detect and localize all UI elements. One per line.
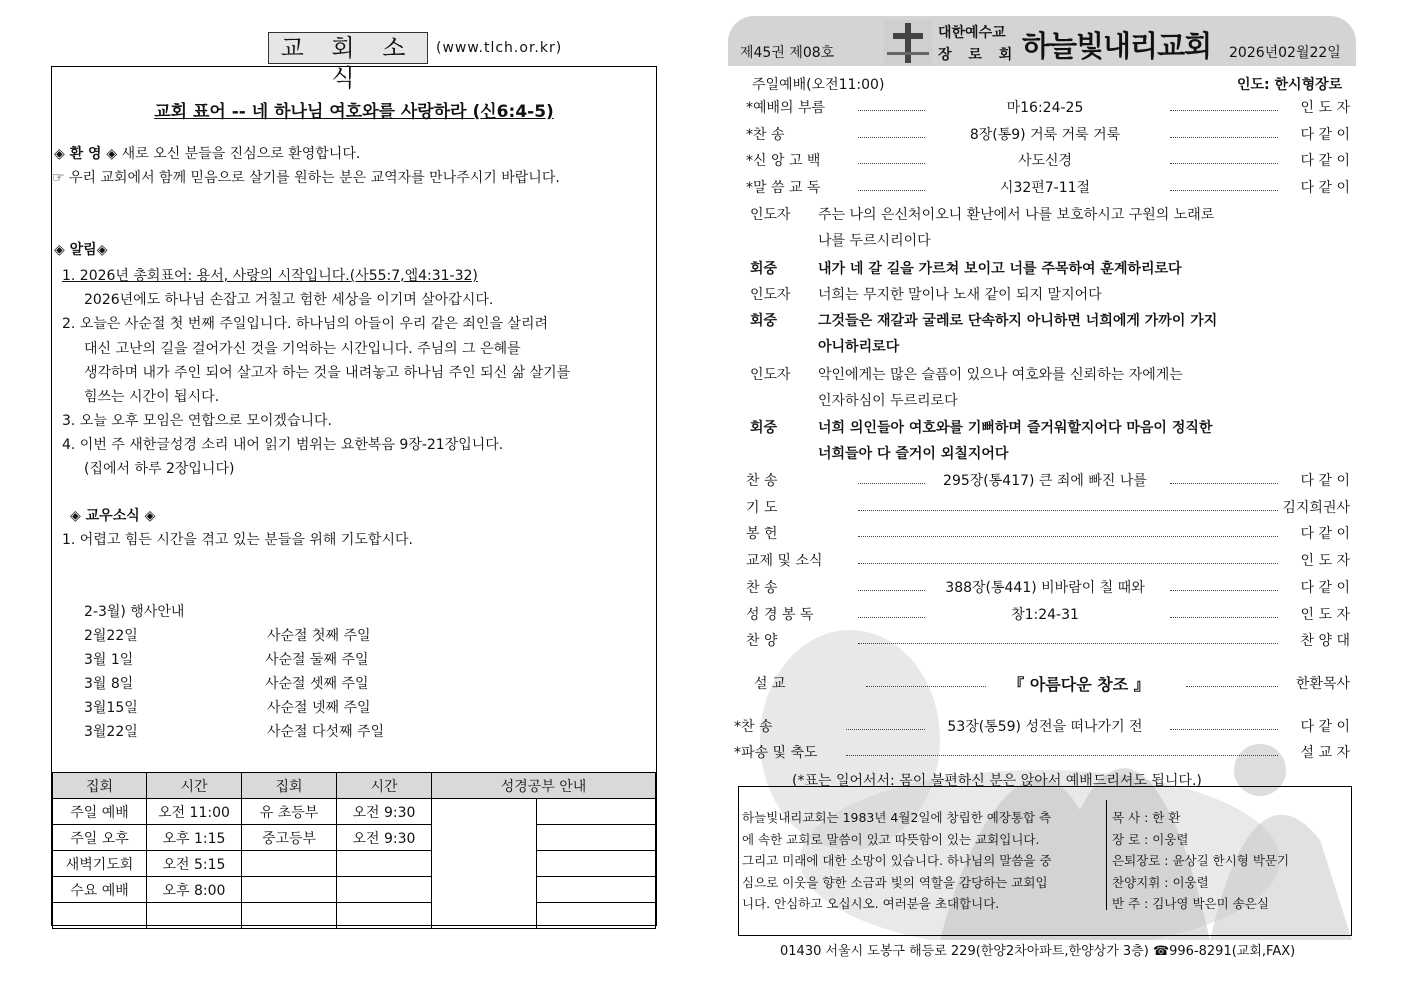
table-cell bbox=[53, 903, 147, 929]
table-cell: 주일 예배 bbox=[53, 799, 147, 825]
table-cell: 수요 예배 bbox=[53, 877, 147, 903]
dotted-leader bbox=[1170, 617, 1278, 618]
order-item-content: 295장(통417) 큰 죄에 빠진 나를 bbox=[943, 473, 1147, 489]
events-title: 2-3월) 행사안내 bbox=[84, 604, 185, 620]
notice-line: 대신 고난의 길을 걸어가신 것을 기억하는 시간입니다. 주님의 그 은혜를 bbox=[84, 341, 521, 357]
sermon-preacher: 한환목사 bbox=[1295, 676, 1350, 692]
staff-line: 반 주 : 김나영 박은미 송은실 bbox=[1112, 896, 1269, 911]
bible-study-cell bbox=[537, 799, 656, 825]
welcome-line-2: ☞ 우리 교회에서 함께 믿음으로 살기를 원하는 분은 교역자를 만나주시기 바랍니다. bbox=[52, 170, 560, 186]
dotted-leader bbox=[1170, 190, 1278, 191]
table-cell: 오전 9:30 bbox=[337, 825, 432, 851]
order-item-content: 마16:24-25 bbox=[1006, 100, 1084, 116]
responsive-text: 아니하리로다 bbox=[818, 339, 900, 355]
table-cell: 중고등부 bbox=[242, 825, 337, 851]
dotted-leader bbox=[858, 137, 925, 138]
order-item-person: 설 교 자 bbox=[1300, 745, 1350, 761]
order-item-name: *찬 송 bbox=[734, 719, 773, 735]
responsive-text: 주는 나의 은신처이오니 환난에서 나를 보호하시고 구원의 노래로 bbox=[818, 207, 1215, 223]
responsive-text: 너희들아 다 즐거이 외칠지어다 bbox=[818, 446, 1009, 462]
bible-study-cell bbox=[537, 825, 656, 851]
table-cell: 유 초등부 bbox=[242, 799, 337, 825]
bible-study-cell bbox=[432, 799, 537, 929]
order-item-name: 찬 양 bbox=[746, 633, 778, 650]
dotted-leader bbox=[1170, 483, 1278, 484]
event-name: 사순절 둘째 주일 bbox=[265, 652, 369, 668]
event-name: 사순절 셋째 주일 bbox=[265, 676, 369, 692]
order-item-name: 찬 송 bbox=[746, 579, 778, 596]
info-divider bbox=[1106, 800, 1107, 910]
order-item-name: *말 씀 교 독 bbox=[746, 179, 821, 196]
order-item-person: 인 도 자 bbox=[1300, 606, 1350, 623]
staff-line: 목 사 : 한 환 bbox=[1112, 810, 1181, 825]
table-row bbox=[53, 851, 656, 877]
event-name: 사순절 넷째 주일 bbox=[267, 700, 371, 716]
table-header-row bbox=[53, 773, 656, 799]
order-item-person: 다 같 이 bbox=[1300, 126, 1350, 143]
cross-logo-icon bbox=[884, 20, 932, 66]
responsive-speaker: 인도자 bbox=[750, 287, 791, 303]
responsive-speaker: 회중 bbox=[750, 261, 778, 277]
church-intro-line: 하늘빛내리교회는 1983년 4월2일에 창립한 예장통합 측 bbox=[742, 810, 1052, 825]
responsive-text: 너희는 무지한 말이나 노새 같이 되지 말지어다 bbox=[818, 287, 1102, 303]
welcome-line bbox=[54, 143, 360, 163]
church-name: 하늘빛내리교회 bbox=[1022, 29, 1212, 63]
volume-number: 제45권 제08호 bbox=[740, 45, 835, 61]
dotted-leader bbox=[858, 110, 925, 111]
dotted-leader bbox=[858, 563, 1278, 564]
table-cell: 오전 9:30 bbox=[337, 799, 432, 825]
responsive-text: 그것들은 재갈과 굴레로 단속하지 아니하면 너희에게 가까이 가지 bbox=[818, 313, 1218, 329]
dotted-leader bbox=[1170, 137, 1278, 138]
notice-line: 1. 2026년 총회표어: 용서, 사랑의 시작입니다.(사55:7,엡4:31-32) bbox=[62, 268, 478, 284]
order-item-person: 인 도 자 bbox=[1300, 553, 1350, 570]
table-cell bbox=[147, 903, 242, 929]
bulletin-date: 2026년02월22일 bbox=[1229, 45, 1341, 61]
order-item-person: 다 같 이 bbox=[1300, 179, 1350, 196]
responsive-text: 악인에게는 많은 슬픔이 있으나 여호와를 신뢰하는 자에게는 bbox=[818, 367, 1183, 383]
welcome-text: 새로 오신 분들을 진심으로 환영합니다. bbox=[117, 146, 361, 162]
welcome-heading: ◈ 환 영 ◈ bbox=[54, 146, 118, 162]
notice-line: 2. 오늘은 사순절 첫 번째 주일입니다. 하나님의 아들이 우리 같은 죄인을 살리려 bbox=[62, 316, 549, 332]
order-item-person: 다 같 이 bbox=[1300, 153, 1350, 169]
table-cell: 오후 1:15 bbox=[147, 825, 242, 851]
service-leader: 인도: 한시형장로 bbox=[1237, 77, 1343, 93]
table-row bbox=[53, 799, 656, 825]
news-box bbox=[51, 66, 657, 926]
bible-study-cell bbox=[537, 877, 656, 903]
denomination-2: 장 로 회 bbox=[938, 47, 1019, 63]
standing-note: (*표는 일어서서: 몸이 불편하신 분은 앉아서 예배드리셔도 됩니다.) bbox=[792, 773, 1202, 789]
dotted-leader bbox=[1170, 590, 1278, 591]
staff-line: 장 로 : 이웅렬 bbox=[1112, 831, 1189, 847]
table-cell bbox=[337, 877, 432, 903]
member-news-heading: ◈ 교우소식 ◈ bbox=[70, 508, 156, 524]
member-news-text: 1. 어렵고 힘든 시간을 겪고 있는 분들을 위해 기도합시다. bbox=[62, 532, 413, 548]
news-title: 교 회 소 식 bbox=[268, 32, 428, 64]
table-header: 시간 bbox=[147, 773, 242, 799]
responsive-text: 너희 의인들아 여호와를 기뻐하며 즐거워할지어다 마음이 정직한 bbox=[818, 420, 1213, 436]
dotted-leader bbox=[858, 510, 1278, 511]
dotted-leader bbox=[1170, 729, 1278, 730]
dotted-leader bbox=[846, 729, 925, 730]
dotted-leader bbox=[1170, 163, 1278, 164]
church-intro-line: 니다. 안심하고 오십시오. 여러분을 초대합니다. bbox=[742, 896, 1000, 911]
dotted-leader bbox=[858, 536, 1278, 537]
service-time: 주일예배(오전11:00) bbox=[752, 77, 885, 93]
order-item-content: 8장(통9) 거룩 거룩 거룩 bbox=[969, 126, 1121, 143]
table-cell bbox=[242, 877, 337, 903]
order-item-name: *예배의 부름 bbox=[746, 100, 826, 116]
event-date: 3월22일 bbox=[84, 724, 138, 740]
bible-study-cell bbox=[537, 903, 656, 929]
event-date: 3월 8일 bbox=[84, 676, 134, 692]
order-item-name: 봉 헌 bbox=[746, 526, 778, 543]
responsive-text: 나를 두르시리이다 bbox=[818, 233, 931, 249]
notice-line: 4. 이번 주 새한글성경 소리 내어 읽기 범위는 요한복음 9장-21장입니다. bbox=[62, 437, 504, 453]
event-date: 3월15일 bbox=[84, 700, 138, 716]
table-cell bbox=[242, 851, 337, 877]
table-row bbox=[53, 903, 656, 929]
dotted-leader bbox=[858, 190, 925, 191]
table-cell bbox=[337, 851, 432, 877]
table-row bbox=[53, 877, 656, 903]
church-intro-line: 심으로 이웃을 향한 소금과 빛의 역할을 감당하는 교회입 bbox=[742, 874, 1048, 890]
order-item-name: *신 앙 고 백 bbox=[746, 153, 821, 169]
table-cell bbox=[337, 903, 432, 929]
table-cell bbox=[242, 903, 337, 929]
table-header: 집회 bbox=[242, 773, 337, 799]
order-item-person: 다 같 이 bbox=[1300, 719, 1350, 735]
order-item-person: 다 같 이 bbox=[1300, 473, 1350, 489]
notice-line: 힘쓰는 시간이 됩시다. bbox=[84, 389, 220, 405]
table-cell: 오전 11:00 bbox=[147, 799, 242, 825]
sermon-title: 『 아름다운 창조 』 bbox=[1008, 675, 1150, 694]
order-item-person: 다 같 이 bbox=[1300, 526, 1350, 543]
order-item-content: 388장(통441) 비바람이 칠 때와 bbox=[945, 579, 1145, 596]
church-url[interactable]: (www.tlch.or.kr) bbox=[436, 40, 563, 56]
notice-line: (집에서 하루 2장입니다) bbox=[84, 461, 235, 477]
dotted-leader bbox=[858, 643, 1278, 644]
notice-heading: ◈ 알림◈ bbox=[54, 242, 108, 258]
table-cell: 새벽기도회 bbox=[53, 851, 147, 877]
church-motto: 교회 표어 -- 네 하나님 여호와를 사랑하라 (신6:4-5) bbox=[154, 102, 554, 122]
staff-line: 은퇴장로 : 윤상길 한시형 박문기 bbox=[1112, 853, 1290, 868]
table-header: 시간 bbox=[337, 773, 432, 799]
order-item-person: 김지희권사 bbox=[1282, 499, 1350, 516]
sermon-label: 설 교 bbox=[754, 676, 786, 692]
order-item-person: 찬 양 대 bbox=[1300, 633, 1350, 650]
table-header: 집회 bbox=[53, 773, 147, 799]
order-item-name: 교제 및 소식 bbox=[746, 553, 823, 570]
staff-line: 찬양지휘 : 이웅렬 bbox=[1112, 874, 1209, 890]
order-item-name: 기 도 bbox=[746, 499, 778, 516]
responsive-speaker: 인도자 bbox=[750, 367, 791, 383]
order-item-content: 53장(통59) 성전을 떠나가기 전 bbox=[947, 719, 1143, 735]
event-date: 2월22일 bbox=[84, 628, 138, 644]
dotted-leader bbox=[1170, 110, 1278, 111]
responsive-speaker: 회중 bbox=[750, 420, 778, 436]
table-cell: 오전 5:15 bbox=[147, 851, 242, 877]
dotted-leader bbox=[1186, 686, 1278, 687]
table-row bbox=[53, 825, 656, 851]
table-header: 성경공부 안내 bbox=[432, 773, 656, 799]
schedule-table bbox=[52, 772, 656, 929]
table-cell: 오후 8:00 bbox=[147, 877, 242, 903]
responsive-speaker: 인도자 bbox=[750, 207, 791, 223]
event-name: 사순절 다섯째 주일 bbox=[267, 724, 385, 740]
notice-line: 3. 오늘 오후 모임은 연합으로 모이겠습니다. bbox=[62, 413, 332, 429]
responsive-text: 내가 네 갈 길을 가르쳐 보이고 너를 주목하여 훈계하리로다 bbox=[818, 261, 1182, 277]
event-name: 사순절 첫째 주일 bbox=[267, 628, 371, 644]
dotted-leader bbox=[866, 686, 986, 687]
order-item-content: 창1:24-31 bbox=[1011, 606, 1079, 623]
dotted-leader bbox=[858, 483, 925, 484]
order-item-name: *찬 송 bbox=[746, 126, 785, 143]
bible-study-cell bbox=[537, 851, 656, 877]
dotted-leader bbox=[846, 755, 1278, 756]
responsive-speaker: 회중 bbox=[750, 313, 778, 329]
order-item-content: 사도신경 bbox=[1017, 153, 1073, 169]
order-item-name: *파송 및 축도 bbox=[734, 745, 818, 761]
order-item-person: 다 같 이 bbox=[1300, 579, 1350, 596]
church-intro-line: 그리고 미래에 대한 소망이 있습니다. 하나님의 말씀을 중 bbox=[742, 853, 1052, 868]
table-cell: 주일 오후 bbox=[53, 825, 147, 851]
order-item-person: 인 도 자 bbox=[1300, 100, 1350, 116]
church-intro-line: 에 속한 교회로 말씀이 있고 따뜻함이 있는 교회입니다. bbox=[742, 831, 1040, 847]
notice-line: 2026년에도 하나님 손잡고 거칠고 험한 세상을 이기며 살아갑시다. bbox=[84, 292, 494, 308]
order-item-name: 찬 송 bbox=[746, 473, 778, 489]
event-date: 3월 1일 bbox=[84, 652, 134, 668]
dotted-leader bbox=[858, 617, 925, 618]
responsive-text: 인자하심이 두르리로다 bbox=[818, 393, 958, 409]
church-address: 01430 서울시 도봉구 해등로 229(한양2차아파트,한양상가 3층) ☎996-8291(교회,FAX) bbox=[780, 944, 1296, 959]
order-item-content: 시32편7-11절 bbox=[999, 179, 1091, 196]
order-item-name: 성 경 봉 독 bbox=[746, 606, 814, 623]
denomination-1: 대한예수교 bbox=[938, 25, 1006, 41]
dotted-leader bbox=[858, 590, 925, 591]
dotted-leader bbox=[858, 163, 925, 164]
notice-line: 생각하며 내가 주인 되어 살고자 하는 것을 내려놓고 하나님 주인 되신 삶 살기를 bbox=[84, 365, 571, 381]
